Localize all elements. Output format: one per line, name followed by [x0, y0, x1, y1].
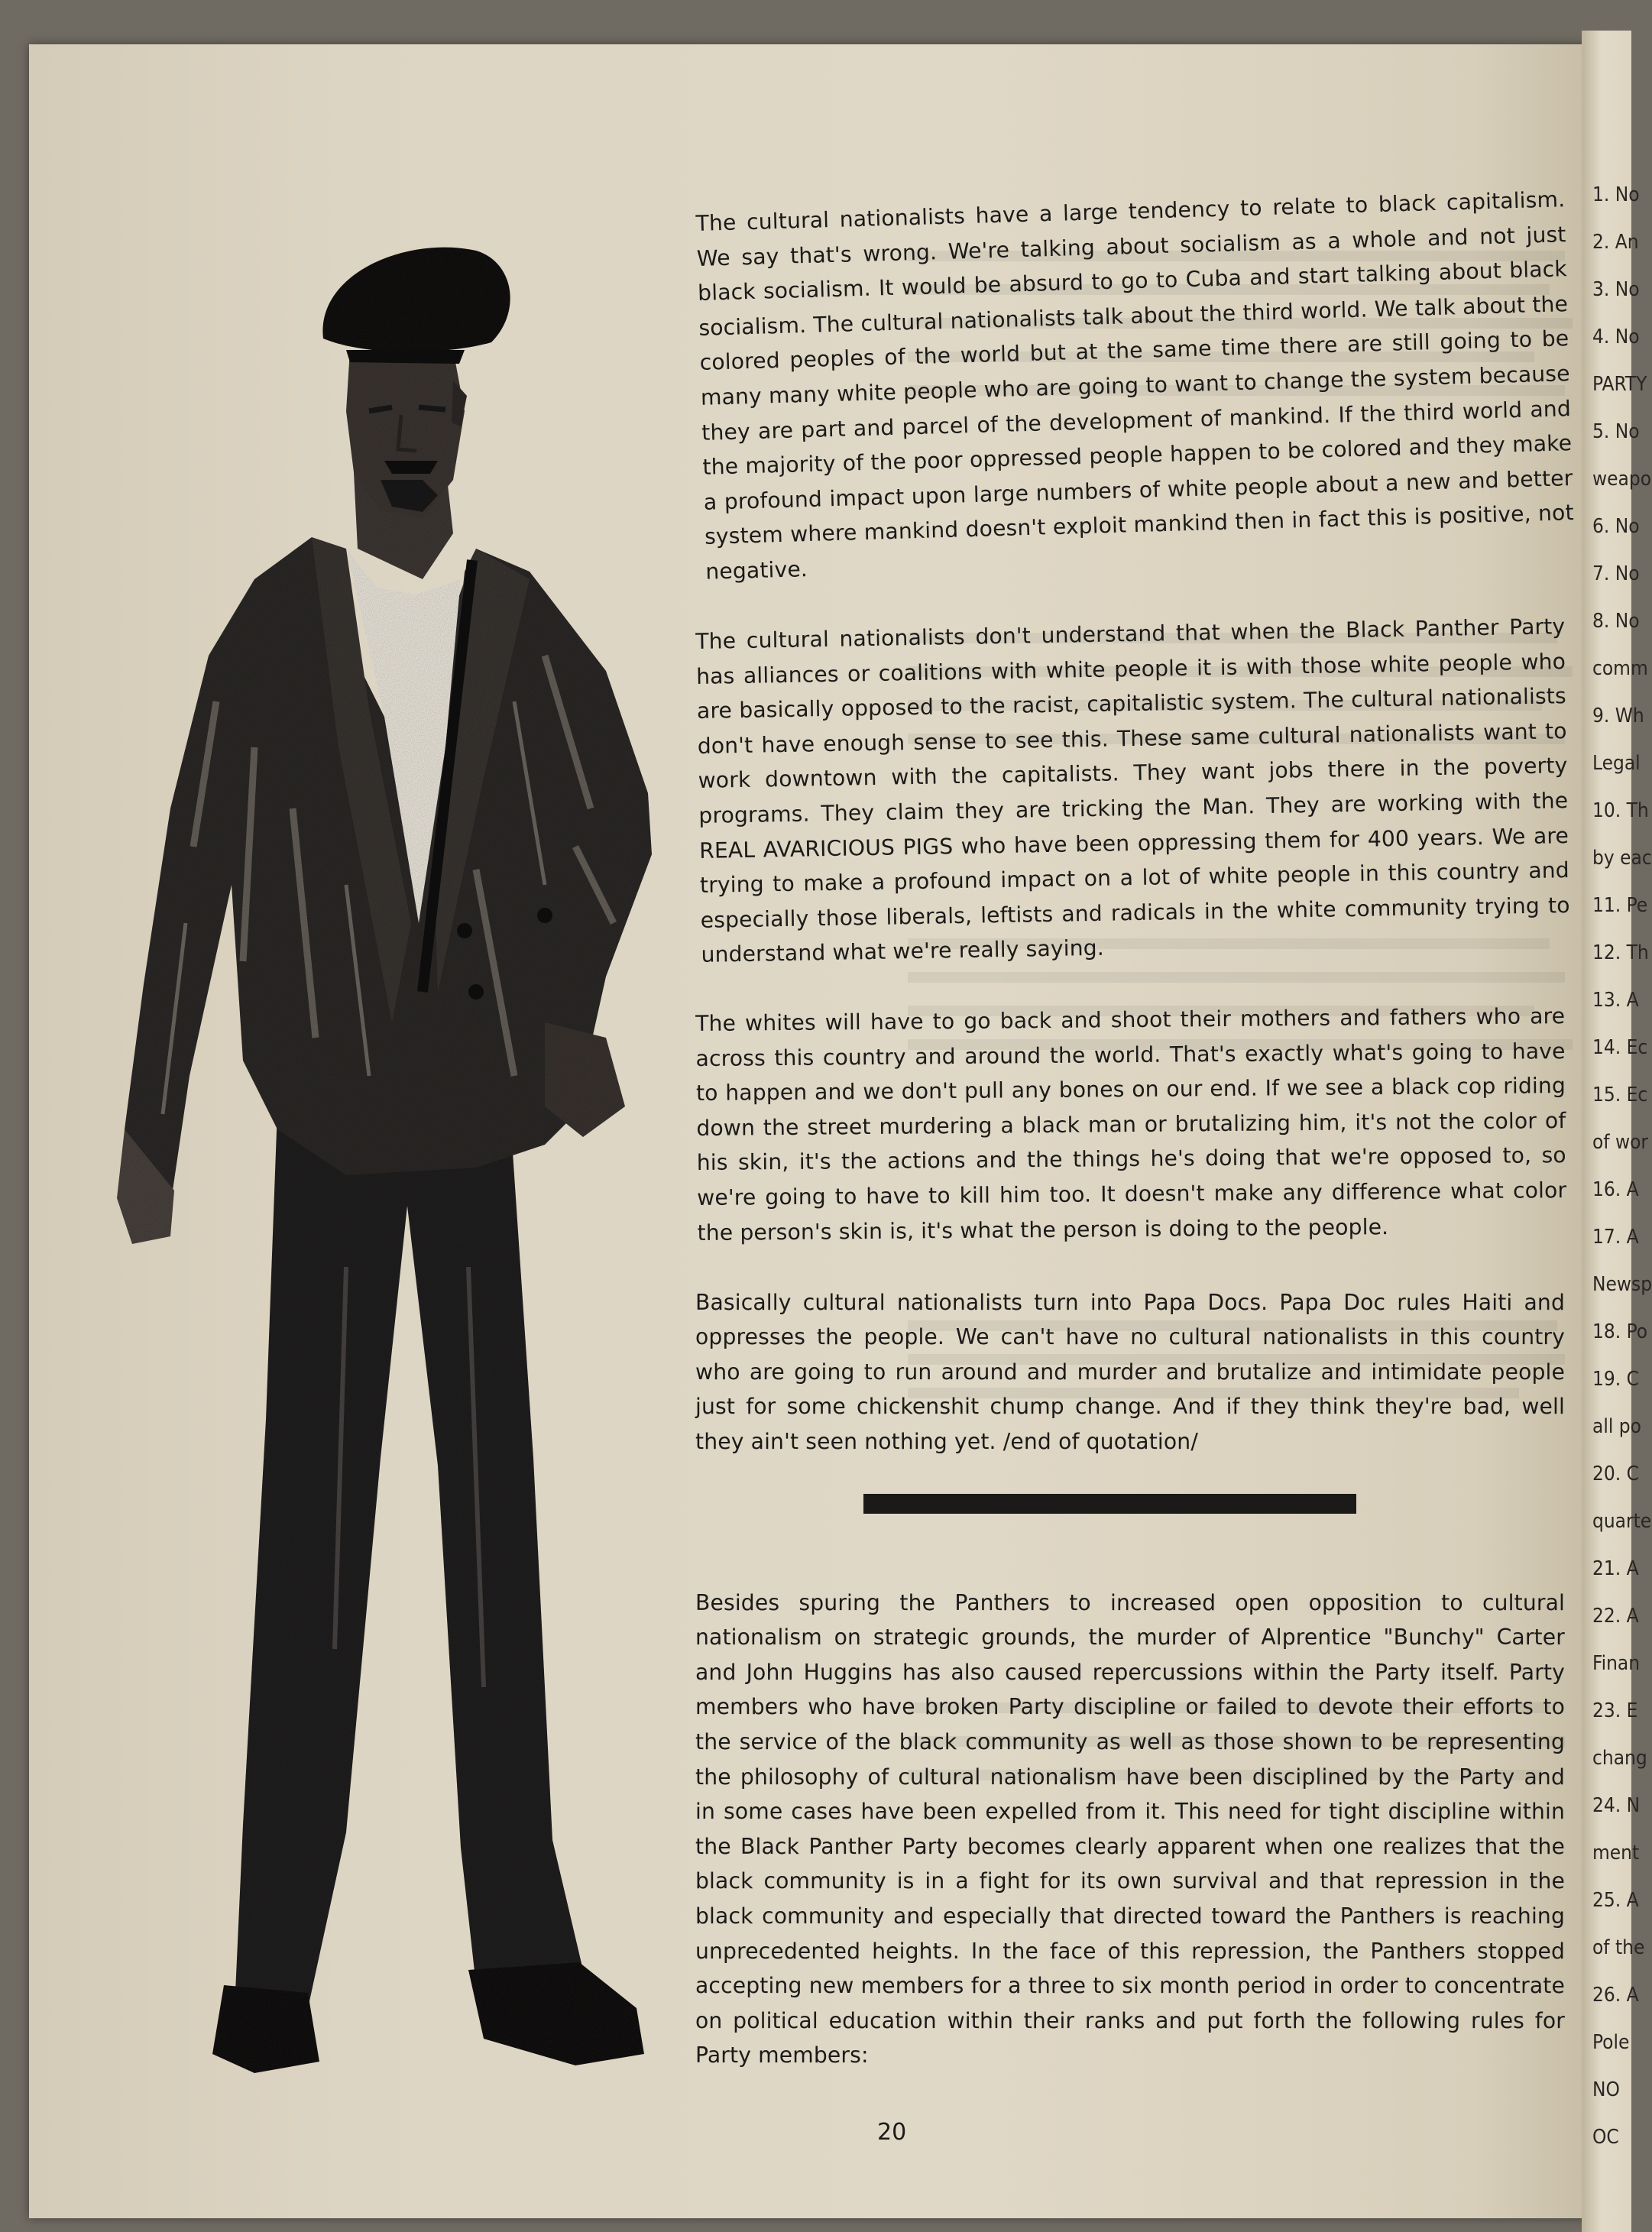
next-page-fragment: NO [1592, 2078, 1620, 2101]
next-page-fragment: 11. Pe [1592, 894, 1648, 917]
next-page-fragment: 26. A [1592, 1984, 1639, 2007]
paragraph-4-text: Basically cultural nationalists turn into Papa Docs. Papa Doc rules Haiti and oppresses the people. We can't have no cultural nationalists in this country who are going to run around and murder and brutalize and intimidate people just for some chickenshit chump change. And if they think they're bad, well they ain't seen nothing yet. [695, 1289, 1565, 1454]
next-page-fragment: 2. An [1592, 231, 1639, 254]
next-page-fragment: Newsp [1592, 1273, 1652, 1296]
next-page-fragment: 12. Th [1592, 941, 1649, 964]
next-page-fragment: all po [1592, 1415, 1641, 1438]
next-page-fragment: 23. E [1592, 1699, 1638, 1722]
next-page-fragment: 1. No [1592, 183, 1640, 206]
paragraph-3: The whites will have to go back and shoot their mothers and fathers who are across this country and around the world. That's exactly what's going to have to happen and we don't pull any bones on our end. If we see a black cop riding down the street murdering a black man or brutalizing him, it's not the color of his skin, it's the actions and the things he's doing that we're opposed to, so we're going to have to kill him too. It doesn't make any difference what color the person's skin is, it's what the person is doing to the people. [695, 1003, 1567, 1246]
next-page-fragment: of the [1592, 1936, 1645, 1959]
next-page-fragment: Finan [1592, 1652, 1641, 1675]
next-page-fragment: 6. No [1592, 515, 1640, 538]
next-page-fragment: chang [1592, 1747, 1647, 1770]
next-page-edge [1582, 31, 1652, 2232]
paragraph-1: The cultural nationalists have a large tendency to relate to black capitalism. We say that's wrong. We're talking about socialism as a whole and not just black socialism. It would be absurd to go to Cuba and start talking about black socialism. The cultural nationalists talk about the third world. We talk about the colored peoples of the world but at the same time there are still going to be many many white people who are going to want to change the system because they are part and parcel of the development of mankind. If the third world and the majority of the poor oppressed people happen to be colored and they make a profound impact upon large numbers of white people about a new and better system where mankind doesn't exploit mankind then in fact this is positive, not negative. [695, 186, 1575, 585]
next-page-fragment: 9. Wh [1592, 705, 1644, 727]
next-page-fragment: 17. A [1592, 1226, 1639, 1249]
next-page-fragment: by eac [1592, 847, 1652, 870]
next-page-fragment: 18. Po [1592, 1320, 1648, 1343]
paragraph-5: Besides spuring the Panthers to increased open opposition to cultural nationalism on strategic grounds, the murder of Alprentice "Bunchy" Carter and John Huggins has also caused repercussions within the Party itself. Party members who have broken Party discipline or failed to devote their efforts to the service of the black community as well as those shown to be representing the philosophy of cultural nationalism have been disciplined by the Party and in some cases have been expelled from it. This need for tight discipline within the Black Panther Party becomes clearly apparent when one realizes that the black community is in a fight for its own survival and that repression in the black community and especially that directed toward the Panthers is reaching unprecedented heights. In the face of this repression, the Panthers stopped accepting new members for a three to six month period in order to concentrate on political education within their ranks and put forth the following rules for Party members: [695, 1589, 1565, 2068]
man-in-beret-photo [117, 121, 713, 2100]
next-page-fragment: of wor [1592, 1131, 1649, 1154]
next-page-fragment: 20. C [1592, 1463, 1639, 1485]
next-page-fragment: 3. No [1592, 278, 1640, 301]
next-page-fragment: 7. No [1592, 562, 1640, 585]
next-page-fragment: 4. No [1592, 326, 1640, 348]
next-page-fragment: 25. A [1592, 1889, 1639, 1912]
next-page-fragment: weapo [1592, 468, 1652, 491]
next-page-fragment: Legal [1592, 752, 1641, 775]
end-quotation-note: /end of quotation/ [1003, 1429, 1198, 1454]
next-page-fragment: 21. A [1592, 1557, 1639, 1580]
next-page-fragment: 13. A [1592, 989, 1639, 1012]
next-page-fragment: 14. Ec [1592, 1036, 1648, 1059]
next-page-fragment: 10. Th [1592, 799, 1649, 822]
next-page-fragment: ment [1592, 1842, 1640, 1864]
magazine-page [29, 44, 1595, 2218]
next-page-fragment: PARTY [1592, 373, 1647, 396]
paragraph-2: The cultural nationalists don't understand that when the Black Panther Party has alliances or coalitions with white people it is with those white people who are basically opposed to the racist, capitalistic system. The cultural nationalists don't have enough sense to see this. These same cultural nationalists want to work downtown with the capitalists. They want jobs there in the poverty programs. They claim they are tricking the Man. They are working with the REAL AVARICIOUS PIGS who have been oppressing them for 400 years. We are trying to make a profound impact on a lot of white people in this country and especially those liberals, leftists and radicals in the white community trying to understand what we're really saying. [695, 613, 1570, 967]
next-page-fragment: comm [1592, 657, 1648, 680]
next-page-fragment: 5. No [1592, 420, 1640, 443]
next-page-fragment: 8. No [1592, 610, 1640, 633]
page-number: 20 [877, 2119, 907, 2146]
next-page-fragment: 15. Ec [1592, 1084, 1648, 1106]
section-divider-bar [863, 1494, 1356, 1514]
next-page-fragment: 24. N [1592, 1794, 1641, 1817]
article-text [695, 186, 1575, 2107]
paragraph-4 [695, 1285, 1565, 1459]
next-page-fragment: quarte [1592, 1510, 1652, 1533]
next-page-fragment: 19. C [1592, 1368, 1639, 1391]
next-page-fragment: 16. A [1592, 1178, 1639, 1201]
next-page-fragment: Pole [1592, 2031, 1630, 2054]
next-page-fragment: 22. A [1592, 1605, 1639, 1628]
next-page-fragment: OC [1592, 2126, 1619, 2149]
